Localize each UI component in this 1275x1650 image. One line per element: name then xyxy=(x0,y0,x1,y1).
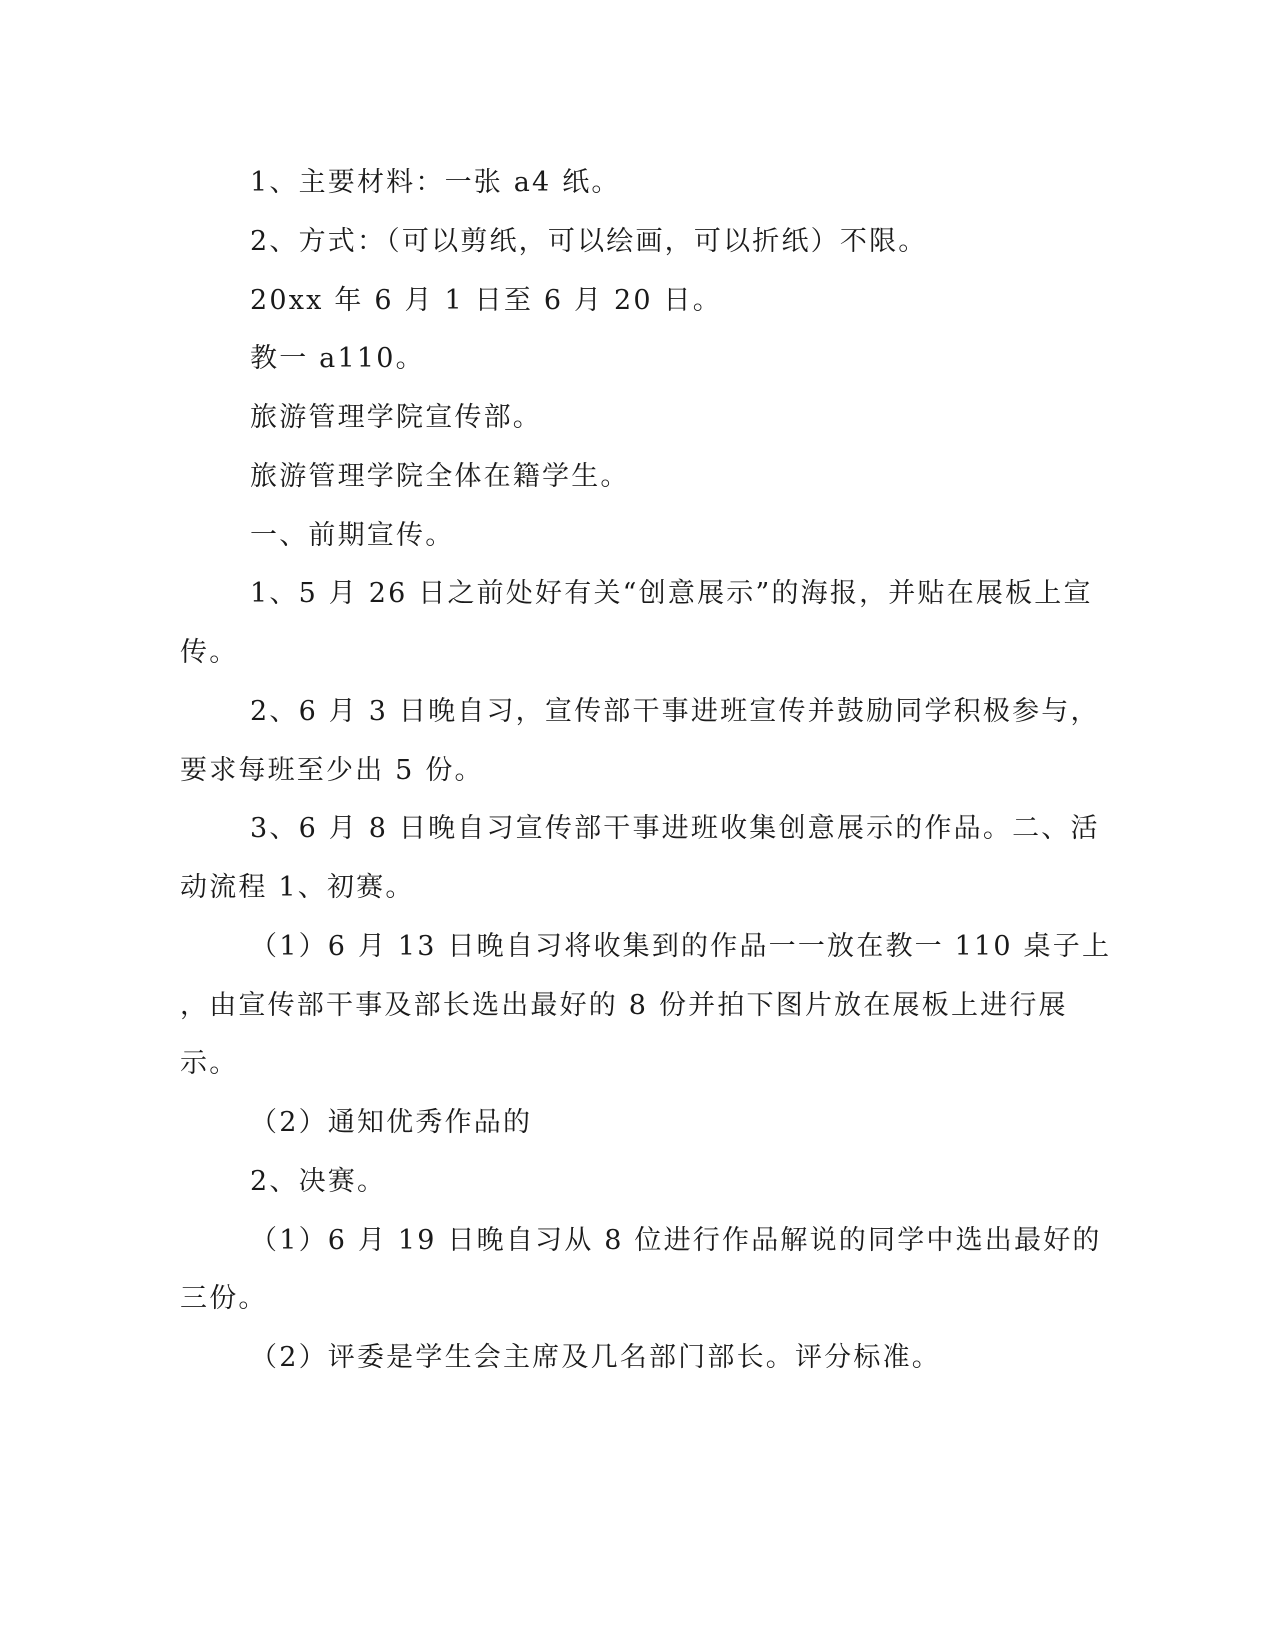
location-line: 教一 a110。 xyxy=(250,343,425,374)
paragraph-line: （2）评委是学生会主席及几名部门部长。评分标准。 xyxy=(250,1342,941,1373)
paragraph-line: 示。 xyxy=(180,1048,239,1079)
paragraph-line: 传。 xyxy=(180,637,239,668)
paragraph-line: 三份。 xyxy=(180,1283,268,1314)
paragraph-line: 2、6 月 3 日晚自习，宣传部干事进班宣传并鼓励同学积极参与， xyxy=(250,696,1100,727)
section-heading-final: 2、决赛。 xyxy=(250,1166,387,1197)
paragraph-line: （1）6 月 13 日晚自习将收集到的作品一一放在教一 110 桌子上 xyxy=(250,931,1112,962)
paragraph-line: （1）6 月 19 日晚自习从 8 位进行作品解说的同学中选出最好的 xyxy=(250,1225,1102,1256)
participants-line: 旅游管理学院全体在籍学生。 xyxy=(250,461,630,492)
organizer-line: 旅游管理学院宣传部。 xyxy=(250,402,542,433)
paragraph-line: 要求每班至少出 5 份。 xyxy=(180,755,484,786)
material-line: 1、主要材料：一张 a4 纸。 xyxy=(250,167,621,198)
section-heading-publicity: 一、前期宣传。 xyxy=(250,520,455,551)
date-line: 20xx 年 6 月 1 日至 6 月 20 日。 xyxy=(250,285,722,316)
paragraph-line: ，由宣传部干事及部长选出最好的 8 份并拍下图片放在展板上进行展 xyxy=(180,990,1068,1021)
paragraph-line: 3、6 月 8 日晚自习宣传部干事进班收集创意展示的作品。二、活 xyxy=(250,813,1100,844)
paragraph-line: 1、5 月 26 日之前处好有关“创意展示”的海报，并贴在展板上宣 xyxy=(250,578,1093,609)
method-line: 2、方式：（可以剪纸，可以绘画，可以折纸）不限。 xyxy=(250,226,928,257)
paragraph-line: （2）通知优秀作品的 xyxy=(250,1107,533,1138)
paragraph-line: 动流程 1、初赛。 xyxy=(180,872,415,903)
